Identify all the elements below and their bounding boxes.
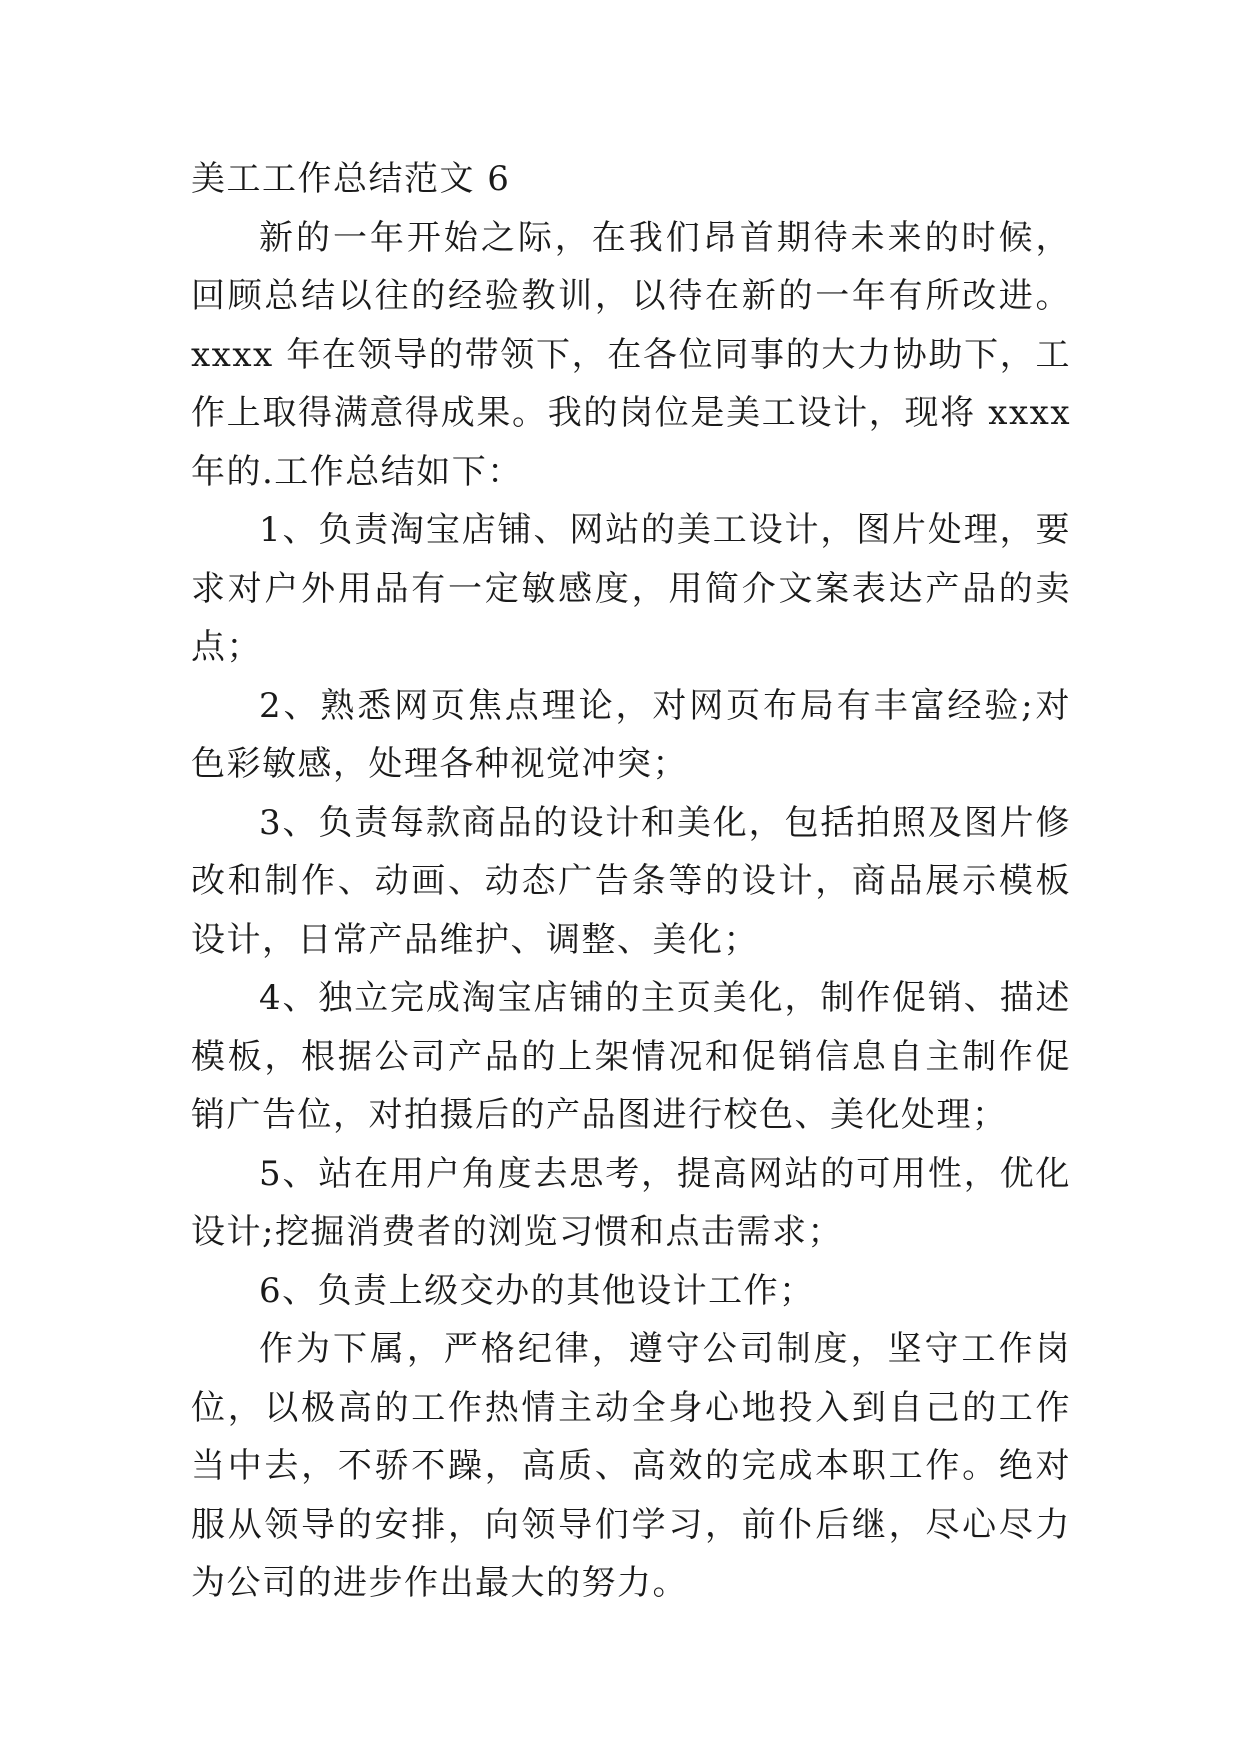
paragraph-item-4: 4、独立完成淘宝店铺的主页美化，制作促销、描述模板，根据公司产品的上架情况和促销信息自主制作促销广告位，对拍摄后的产品图进行校色、美化处理；	[191, 978, 1071, 1135]
paragraph-item-1: 1、负责淘宝店铺、网站的美工设计，图片处理，要求对户外用品有一定敏感度，用简介文案表达产品的卖点；	[191, 510, 1071, 667]
paragraph-item-3: 3、负责每款商品的设计和美化，包括拍照及图片修改和制作、动画、动态广告条等的设计，商品展示模板设计，日常产品维护、调整、美化；	[191, 802, 1071, 960]
paragraph-item-6: 6、负责上级交办的其他设计工作；	[259, 1270, 815, 1311]
document-title: 美工工作总结范文 6	[191, 159, 511, 199]
document-body	[191, 150, 1071, 1613]
paragraph-conclusion: 作为下属，严格纪律，遵守公司制度，坚守工作岗位，以极高的工作热情主动全身心地投入到自己的工作当中去，不骄不躁，高质、高效的完成本职工作。绝对服从领导的安排，向领导们学习，前仆后继，尽心尽力为公司的进步作出最大的努力。	[191, 1329, 1071, 1603]
paragraph-item-5: 5、站在用户角度去思考，提高网站的可用性，优化设计;挖掘消费者的浏览习惯和点击需求；	[191, 1153, 1071, 1252]
paragraph-item-2: 2、熟悉网页焦点理论，对网页布局有丰富经验;对色彩敏感，处理各种视觉冲突；	[191, 685, 1071, 784]
paragraph-intro: 新的一年开始之际，在我们昂首期待未来的时候，回顾总结以往的经验教训，以待在新的一年有所改进。 xxxx 年在领导的带领下，在各位同事的大力协助下，工作上取得满意得成果。我的岗位是美工设计，现将 xxxx 年的.工作总结如下：	[191, 217, 1071, 492]
